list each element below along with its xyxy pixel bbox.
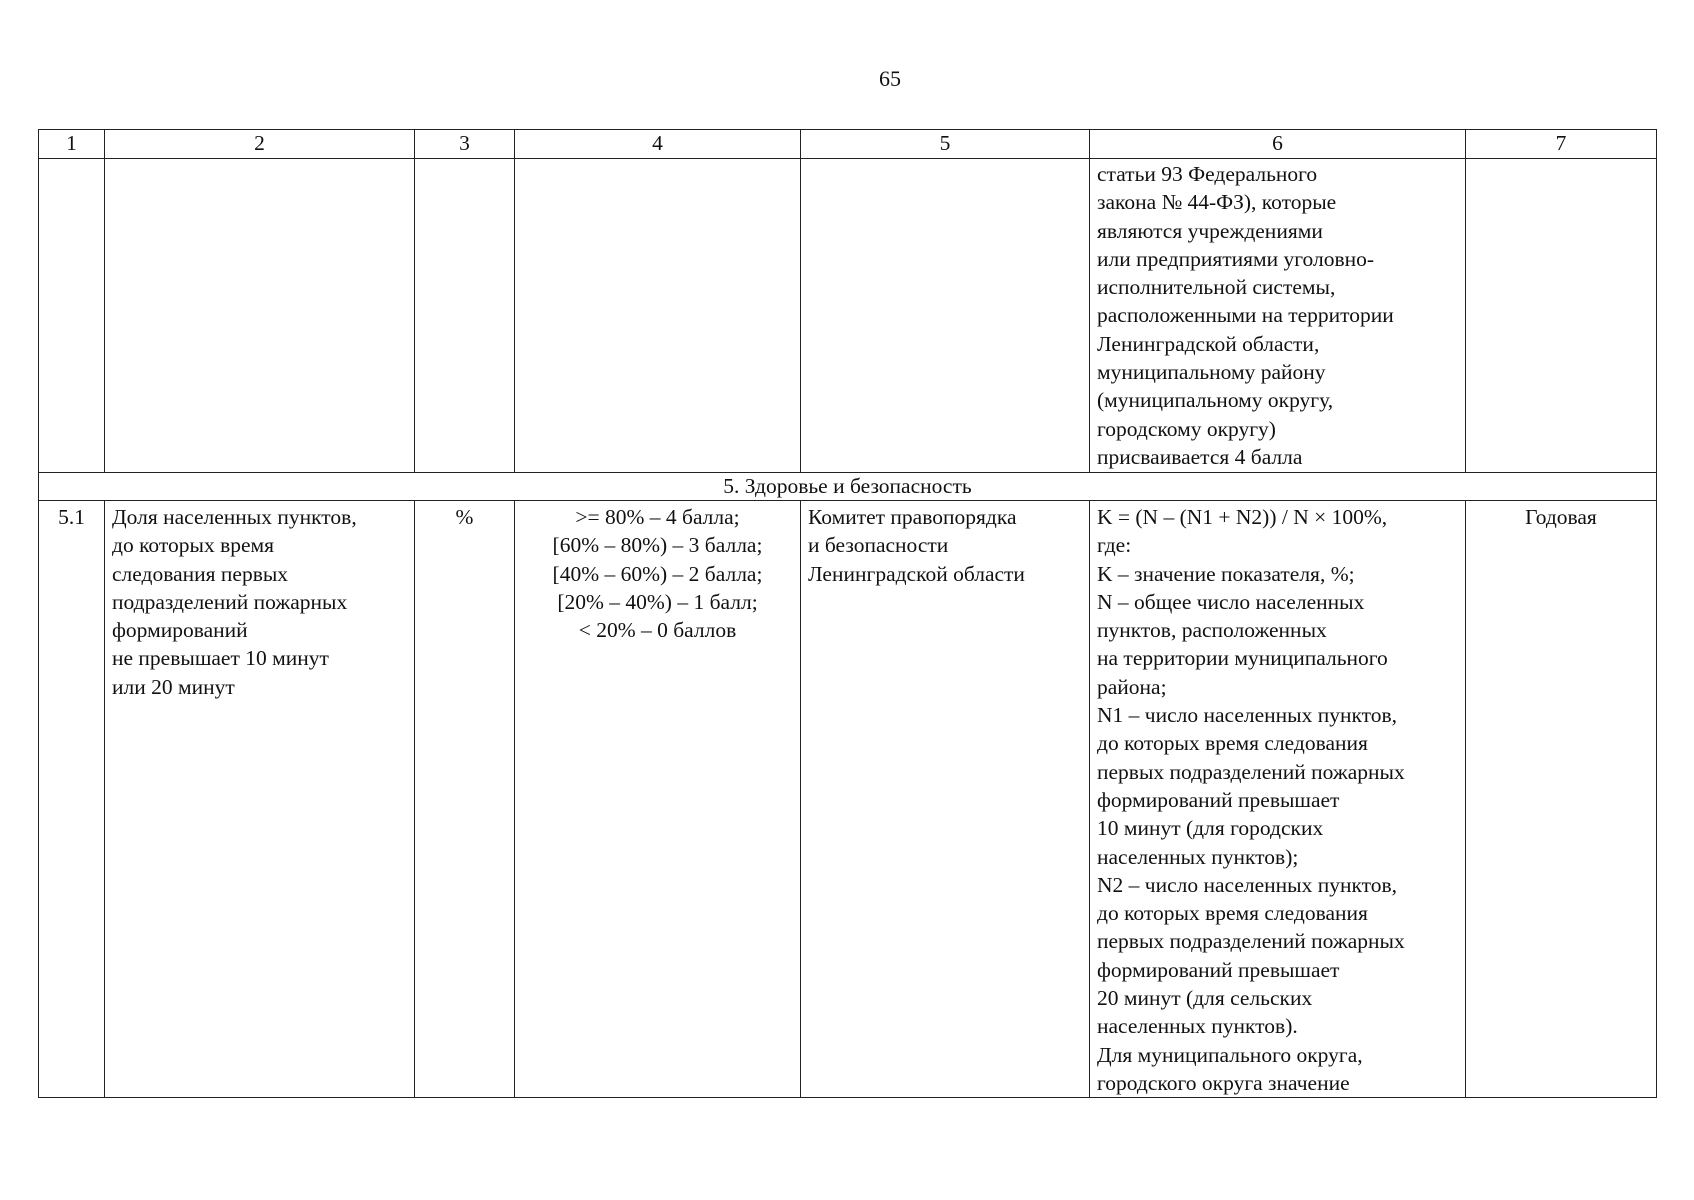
page-number: 65 <box>879 66 901 91</box>
indicator-formula: K = (N – (N1 + N2)) / N × 100%, где: K – значение показателя, %; N – общее число населенных пунктов, расположенных на территории муниципального района; N1 – число населенных пунктов, до которых время следования первых подразделений пожарных формирований превышает 10 минут (для городских населенных пунктов); N2 – число населенных пунктов, до которых время следования первых подразделений пожарных формирований превышает 20 минут (для сельских населенных пунктов). Для муниципального округа, городского округа значение <box>1090 501 1466 1098</box>
column-number-7: 7 <box>1466 130 1657 159</box>
continuation-cell-1 <box>39 159 105 473</box>
column-number-1: 1 <box>39 130 105 159</box>
column-number-row <box>39 130 1657 159</box>
indicator-table <box>38 129 1657 1098</box>
indicator-row-5-1 <box>39 501 1657 1098</box>
continuation-formula-text: статьи 93 Федерального закона № 44-ФЗ), которые являются учреждениями или предприятиями уголовно- исполнительной системы, расположенными на территории Ленинградской области, муниципальному району (муниципальному округу, городскому округу) присваивается 4 балла <box>1090 159 1466 473</box>
continuation-cell-3 <box>415 159 515 473</box>
column-number-2: 2 <box>105 130 415 159</box>
indicator-number: 5.1 <box>39 501 105 1098</box>
column-number-3: 3 <box>415 130 515 159</box>
continuation-row <box>39 159 1657 473</box>
section-row <box>39 473 1657 501</box>
indicator-name: Доля населенных пунктов, до которых время следования первых подразделений пожарных формирований не превышает 10 минут или 20 минут <box>105 501 415 1098</box>
column-number-5: 5 <box>801 130 1090 159</box>
continuation-cell-2 <box>105 159 415 473</box>
section-title: 5. Здоровье и безопасность <box>39 473 1657 501</box>
indicator-scale: >= 80% – 4 балла; [60% – 80%) – 3 балла; [40% – 60%) – 2 балла; [20% – 40%) – 1 балл; < 20% – 0 баллов <box>515 501 801 1098</box>
continuation-cell-4 <box>515 159 801 473</box>
column-number-6: 6 <box>1090 130 1466 159</box>
continuation-cell-5 <box>801 159 1090 473</box>
indicator-periodicity: Годовая <box>1466 501 1657 1098</box>
column-number-4: 4 <box>515 130 801 159</box>
indicator-responsible: Комитет правопорядка и безопасности Ленинградской области <box>801 501 1090 1098</box>
indicator-unit: % <box>415 501 515 1098</box>
continuation-cell-7 <box>1466 159 1657 473</box>
